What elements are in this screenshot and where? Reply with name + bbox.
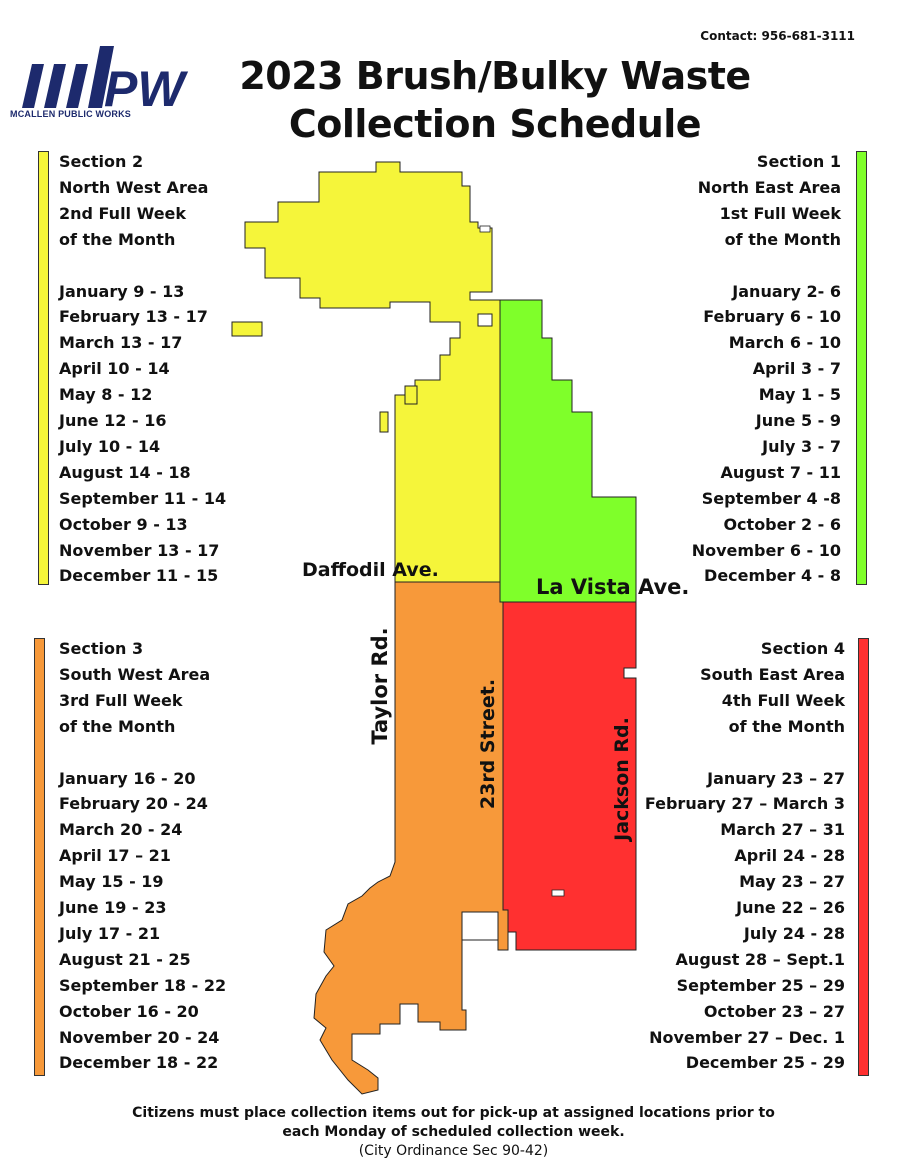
section-2-week: 2nd Full Week	[59, 203, 187, 223]
section-1-schedule	[692, 149, 841, 589]
section-4-week-suffix: of the Month	[728, 716, 845, 736]
section-2-schedule	[59, 149, 226, 589]
footer-line-2: each Monday of scheduled collection week.	[282, 1124, 625, 1140]
section-1-date-oct: October 2 - 6	[723, 514, 841, 534]
section-2-date-mar: March 13 - 17	[59, 333, 183, 353]
section-4-week: 4th Full Week	[721, 690, 845, 710]
section-3-date-jun: June 19 - 23	[59, 898, 167, 918]
street-label-jackson-rd: Jackson Rd.	[611, 717, 633, 841]
section-4-date-jun: June 22 – 26	[736, 898, 845, 918]
section-4-color-bar	[858, 638, 869, 1076]
section-1-date-apr: April 3 - 7	[752, 359, 841, 379]
footer-notice	[0, 1104, 907, 1161]
street-label-la-vista-ave: La Vista Ave.	[536, 575, 690, 599]
contact-phone: Contact: 956-681-3111	[700, 29, 855, 43]
section-4-date-jan: January 23 – 27	[707, 768, 845, 788]
section-4-date-oct: October 23 – 27	[703, 1001, 845, 1021]
section-2-date-dec: December 11 - 15	[59, 566, 219, 586]
section-4-title: Section 4	[760, 639, 845, 658]
section-3-week-suffix: of the Month	[59, 716, 176, 736]
section-3-date-jul: July 17 - 21	[59, 923, 161, 943]
section-2-color-bar	[38, 151, 49, 585]
section-1-week-suffix: of the Month	[724, 229, 841, 249]
section-1-date-jun: June 5 - 9	[755, 411, 841, 431]
section-2-date-apr: April 10 - 14	[59, 359, 170, 379]
section-3-date-feb: February 20 - 24	[59, 794, 208, 814]
section-1-area-name: North East Area	[697, 177, 841, 197]
section-3-date-apr: April 17 – 21	[59, 846, 171, 866]
section-3-area-name: South West Area	[59, 664, 211, 684]
section-4-date-may: May 23 – 27	[739, 872, 845, 892]
section-2-date-oct: October 9 - 13	[59, 514, 188, 534]
section-4-date-dec: December 25 - 29	[685, 1053, 845, 1073]
section-2-date-jun: June 12 - 16	[59, 411, 167, 431]
section-1-title: Section 1	[756, 152, 841, 171]
section-4-date-apr: April 24 - 28	[734, 846, 845, 866]
section-3-color-bar	[34, 638, 45, 1076]
section-3-title: Section 3	[59, 639, 144, 658]
section-4-date-feb: February 27 – March 3	[644, 794, 845, 814]
section-1-date-may: May 1 - 5	[758, 385, 841, 405]
street-label-23rd-street: 23rd Street.	[477, 678, 499, 810]
street-label-daffodil-ave: Daffodil Ave.	[302, 559, 439, 581]
logo-caption: MCALLEN PUBLIC WORKS	[10, 109, 131, 119]
section-1-date-dec: December 4 - 8	[704, 566, 841, 586]
section-2-week-suffix: of the Month	[59, 229, 176, 249]
section-3-date-may: May 15 - 19	[59, 872, 164, 892]
section-4-date-sep: September 25 – 29	[676, 975, 845, 995]
section-3-date-dec: December 18 - 22	[59, 1053, 219, 1073]
section-1-date-nov: November 6 - 10	[691, 540, 841, 560]
section-3-schedule	[59, 636, 226, 1076]
section-4-date-aug: August 28 – Sept.1	[675, 949, 845, 969]
section-1-date-aug: August 7 - 11	[720, 462, 841, 482]
title-line-1: 2023 Brush/Bulky Waste	[239, 54, 751, 98]
section-2-date-jul: July 10 - 14	[59, 436, 161, 456]
section-3-date-oct: October 16 - 20	[59, 1001, 199, 1021]
section-2-date-may: May 8 - 12	[59, 385, 153, 405]
section-3-area	[314, 582, 508, 1094]
section-1-date-sep: September 4 -8	[701, 488, 841, 508]
section-4-area-name: South East Area	[700, 664, 845, 684]
section-1-date-mar: March 6 - 10	[728, 333, 841, 353]
section-2-area-name: North West Area	[59, 177, 209, 197]
section-4-schedule	[645, 636, 845, 1076]
section-3-date-mar: March 20 - 24	[59, 820, 183, 840]
section-1-date-feb: February 6 - 10	[703, 307, 841, 327]
section-1-area	[500, 300, 636, 602]
section-4-date-nov: November 27 – Dec. 1	[649, 1027, 845, 1047]
section-3-date-sep: September 18 - 22	[59, 975, 227, 995]
footer-line-1: Citizens must place collection items out for pick-up at assigned locations prior to	[132, 1105, 775, 1121]
section-1-date-jan: January 2- 6	[732, 281, 841, 301]
section-2-date-jan: January 9 - 13	[59, 281, 185, 301]
section-3-date-nov: November 20 - 24	[59, 1027, 220, 1047]
footer-ordinance: (City Ordinance Sec 90-42)	[358, 1143, 549, 1159]
section-2-date-aug: August 14 - 18	[59, 462, 191, 482]
section-2-date-sep: September 11 - 14	[59, 488, 227, 508]
section-3-week: 3rd Full Week	[59, 690, 183, 710]
section-2-date-feb: February 13 - 17	[59, 307, 208, 327]
section-1-color-bar	[856, 151, 867, 585]
section-4-date-jul: July 24 - 28	[743, 923, 845, 943]
title-line-2: Collection Schedule	[288, 102, 702, 146]
section-4-date-mar: March 27 – 31	[720, 820, 845, 840]
section-2-date-nov: November 13 - 17	[59, 540, 220, 560]
street-label-taylor-rd: Taylor Rd.	[368, 627, 392, 745]
section-1-week: 1st Full Week	[719, 203, 841, 223]
svg-text:PW: PW	[104, 61, 185, 117]
section-2-area	[245, 162, 500, 582]
section-3-date-aug: August 21 - 25	[59, 949, 191, 969]
section-2-title: Section 2	[59, 152, 144, 171]
section-1-date-jul: July 3 - 7	[762, 436, 841, 456]
section-3-date-jan: January 16 - 20	[59, 768, 196, 788]
